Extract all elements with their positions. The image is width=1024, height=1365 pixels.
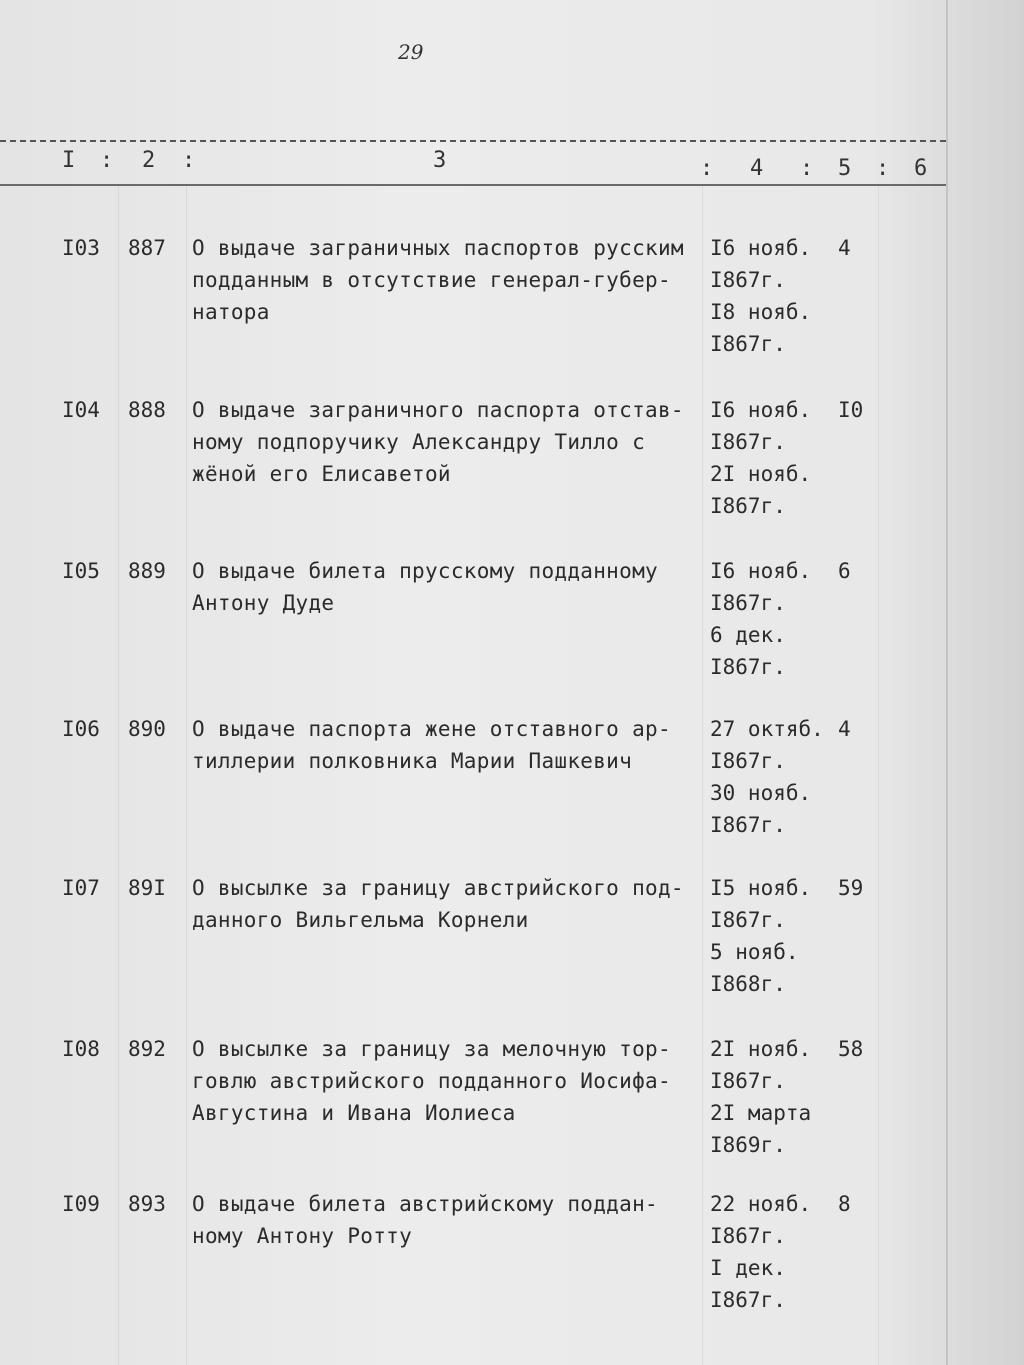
item-number: I03 (62, 236, 100, 260)
item-title-line: О выдаче паспорта жене отставного ар- (192, 717, 671, 741)
item-dates (710, 713, 835, 841)
item-dates (710, 1033, 835, 1161)
item-code: 888 (128, 398, 166, 422)
header-separator: : (182, 148, 196, 173)
item-date-line: 2I марта (710, 1101, 812, 1125)
item-date-line: I867г. (710, 813, 786, 837)
list-item (0, 872, 946, 1012)
item-date-line: I867г. (710, 268, 786, 292)
item-date-line: I867г. (710, 591, 786, 615)
item-date-line: I867г. (710, 1069, 786, 1093)
item-code: 890 (128, 717, 166, 741)
item-date-line: 27 октяб. (710, 717, 824, 741)
item-title-line: О выдаче заграничного паспорта отстав- (192, 398, 684, 422)
item-code: 889 (128, 559, 166, 583)
header-col-6: 6 (914, 156, 928, 181)
list-item (0, 1033, 946, 1173)
item-dates (710, 872, 835, 1000)
item-number: I05 (62, 559, 100, 583)
list-item (0, 713, 946, 853)
item-title-line: О выдаче билета прусскому подданному (192, 559, 658, 583)
item-date-line: I867г. (710, 655, 786, 679)
item-title-line: О высылке за границу австрийского под- (192, 876, 684, 900)
list-item (0, 232, 946, 372)
item-number: I08 (62, 1037, 100, 1061)
item-date-line: 2I нояб. (710, 462, 812, 486)
item-title (192, 1188, 697, 1252)
item-sheets: 58 (838, 1037, 864, 1061)
item-sheets: I0 (838, 398, 864, 422)
item-date-line: 5 нояб. (710, 940, 799, 964)
header-col-1: I (62, 148, 76, 173)
item-date-line: I869г. (710, 1133, 786, 1157)
item-code: 893 (128, 1192, 166, 1216)
item-date-line: I6 нояб. (710, 398, 812, 422)
item-date-line: I867г. (710, 749, 786, 773)
item-date-line: I5 нояб. (710, 876, 812, 900)
item-sheets: 6 (838, 559, 851, 583)
item-title-line: данного Вильгельма Корнели (192, 908, 529, 932)
item-sheets: 59 (838, 876, 864, 900)
item-date-line: 22 нояб. (710, 1192, 812, 1216)
item-date-line: 30 нояб. (710, 781, 812, 805)
item-title-line: говлю австрийского подданного Иосифа- (192, 1069, 671, 1093)
item-date-line: I867г. (710, 430, 786, 454)
item-dates (710, 555, 835, 683)
header-col-3: 3 (433, 148, 447, 173)
item-title-line: подданным в отсутствие генерал-губер- (192, 268, 671, 292)
item-dates (710, 394, 835, 522)
list-item (0, 555, 946, 695)
item-code: 892 (128, 1037, 166, 1061)
item-date-line: I6 нояб. (710, 559, 812, 583)
item-title (192, 394, 697, 490)
item-sheets: 4 (838, 717, 851, 741)
header-separator: : (100, 148, 114, 173)
item-title-line: Антону Дуде (192, 591, 335, 615)
item-title (192, 1033, 697, 1129)
item-code: 89I (128, 876, 166, 900)
page-edge (946, 0, 948, 1365)
item-date-line: I867г. (710, 1224, 786, 1248)
item-number: I07 (62, 876, 100, 900)
item-dates (710, 232, 835, 360)
header-col-2: 2 (142, 148, 156, 173)
item-sheets: 4 (838, 236, 851, 260)
header-separator: : (800, 156, 814, 181)
item-title (192, 232, 697, 328)
item-title-line: О выдаче билета австрийскому поддан- (192, 1192, 658, 1216)
header-col-4: 4 (750, 156, 764, 181)
item-date-line: 2I нояб. (710, 1037, 812, 1061)
item-title-line: жёной его Елисаветой (192, 462, 451, 486)
item-title-line: тиллерии полковника Марии Пашкевич (192, 749, 633, 773)
item-title (192, 713, 697, 777)
item-date-line: I дек. (710, 1256, 786, 1280)
item-date-line: I867г. (710, 1288, 786, 1312)
item-title (192, 872, 697, 936)
item-sheets: 8 (838, 1192, 851, 1216)
item-date-line: I867г. (710, 494, 786, 518)
item-date-line: I867г. (710, 332, 786, 356)
header-col-5: 5 (838, 156, 852, 181)
item-title-line: Августина и Ивана Иолиеса (192, 1101, 516, 1125)
list-item (0, 1188, 946, 1328)
item-number: I09 (62, 1192, 100, 1216)
item-title-line: О высылке за границу за мелочную тор- (192, 1037, 671, 1061)
item-date-line: I867г. (710, 908, 786, 932)
item-number: I06 (62, 717, 100, 741)
item-title-line: О выдаче заграничных паспортов русским (192, 236, 684, 260)
item-date-line: I6 нояб. (710, 236, 812, 260)
page-number: 29 (398, 40, 424, 64)
item-title (192, 555, 697, 619)
item-title-line: ному подпоручику Александру Тилло с (192, 430, 646, 454)
item-date-line: I868г. (710, 972, 786, 996)
item-code: 887 (128, 236, 166, 260)
header-separator: : (876, 156, 890, 181)
header-bottom-rule (0, 184, 946, 186)
item-dates (710, 1188, 835, 1316)
item-title-line: ному Антону Ротту (192, 1224, 413, 1248)
item-number: I04 (62, 398, 100, 422)
item-date-line: 6 дек. (710, 623, 786, 647)
list-item (0, 394, 946, 534)
item-date-line: I8 нояб. (710, 300, 812, 324)
header-separator: : (700, 156, 714, 181)
item-title-line: натора (192, 300, 270, 324)
header-top-rule (0, 140, 946, 142)
